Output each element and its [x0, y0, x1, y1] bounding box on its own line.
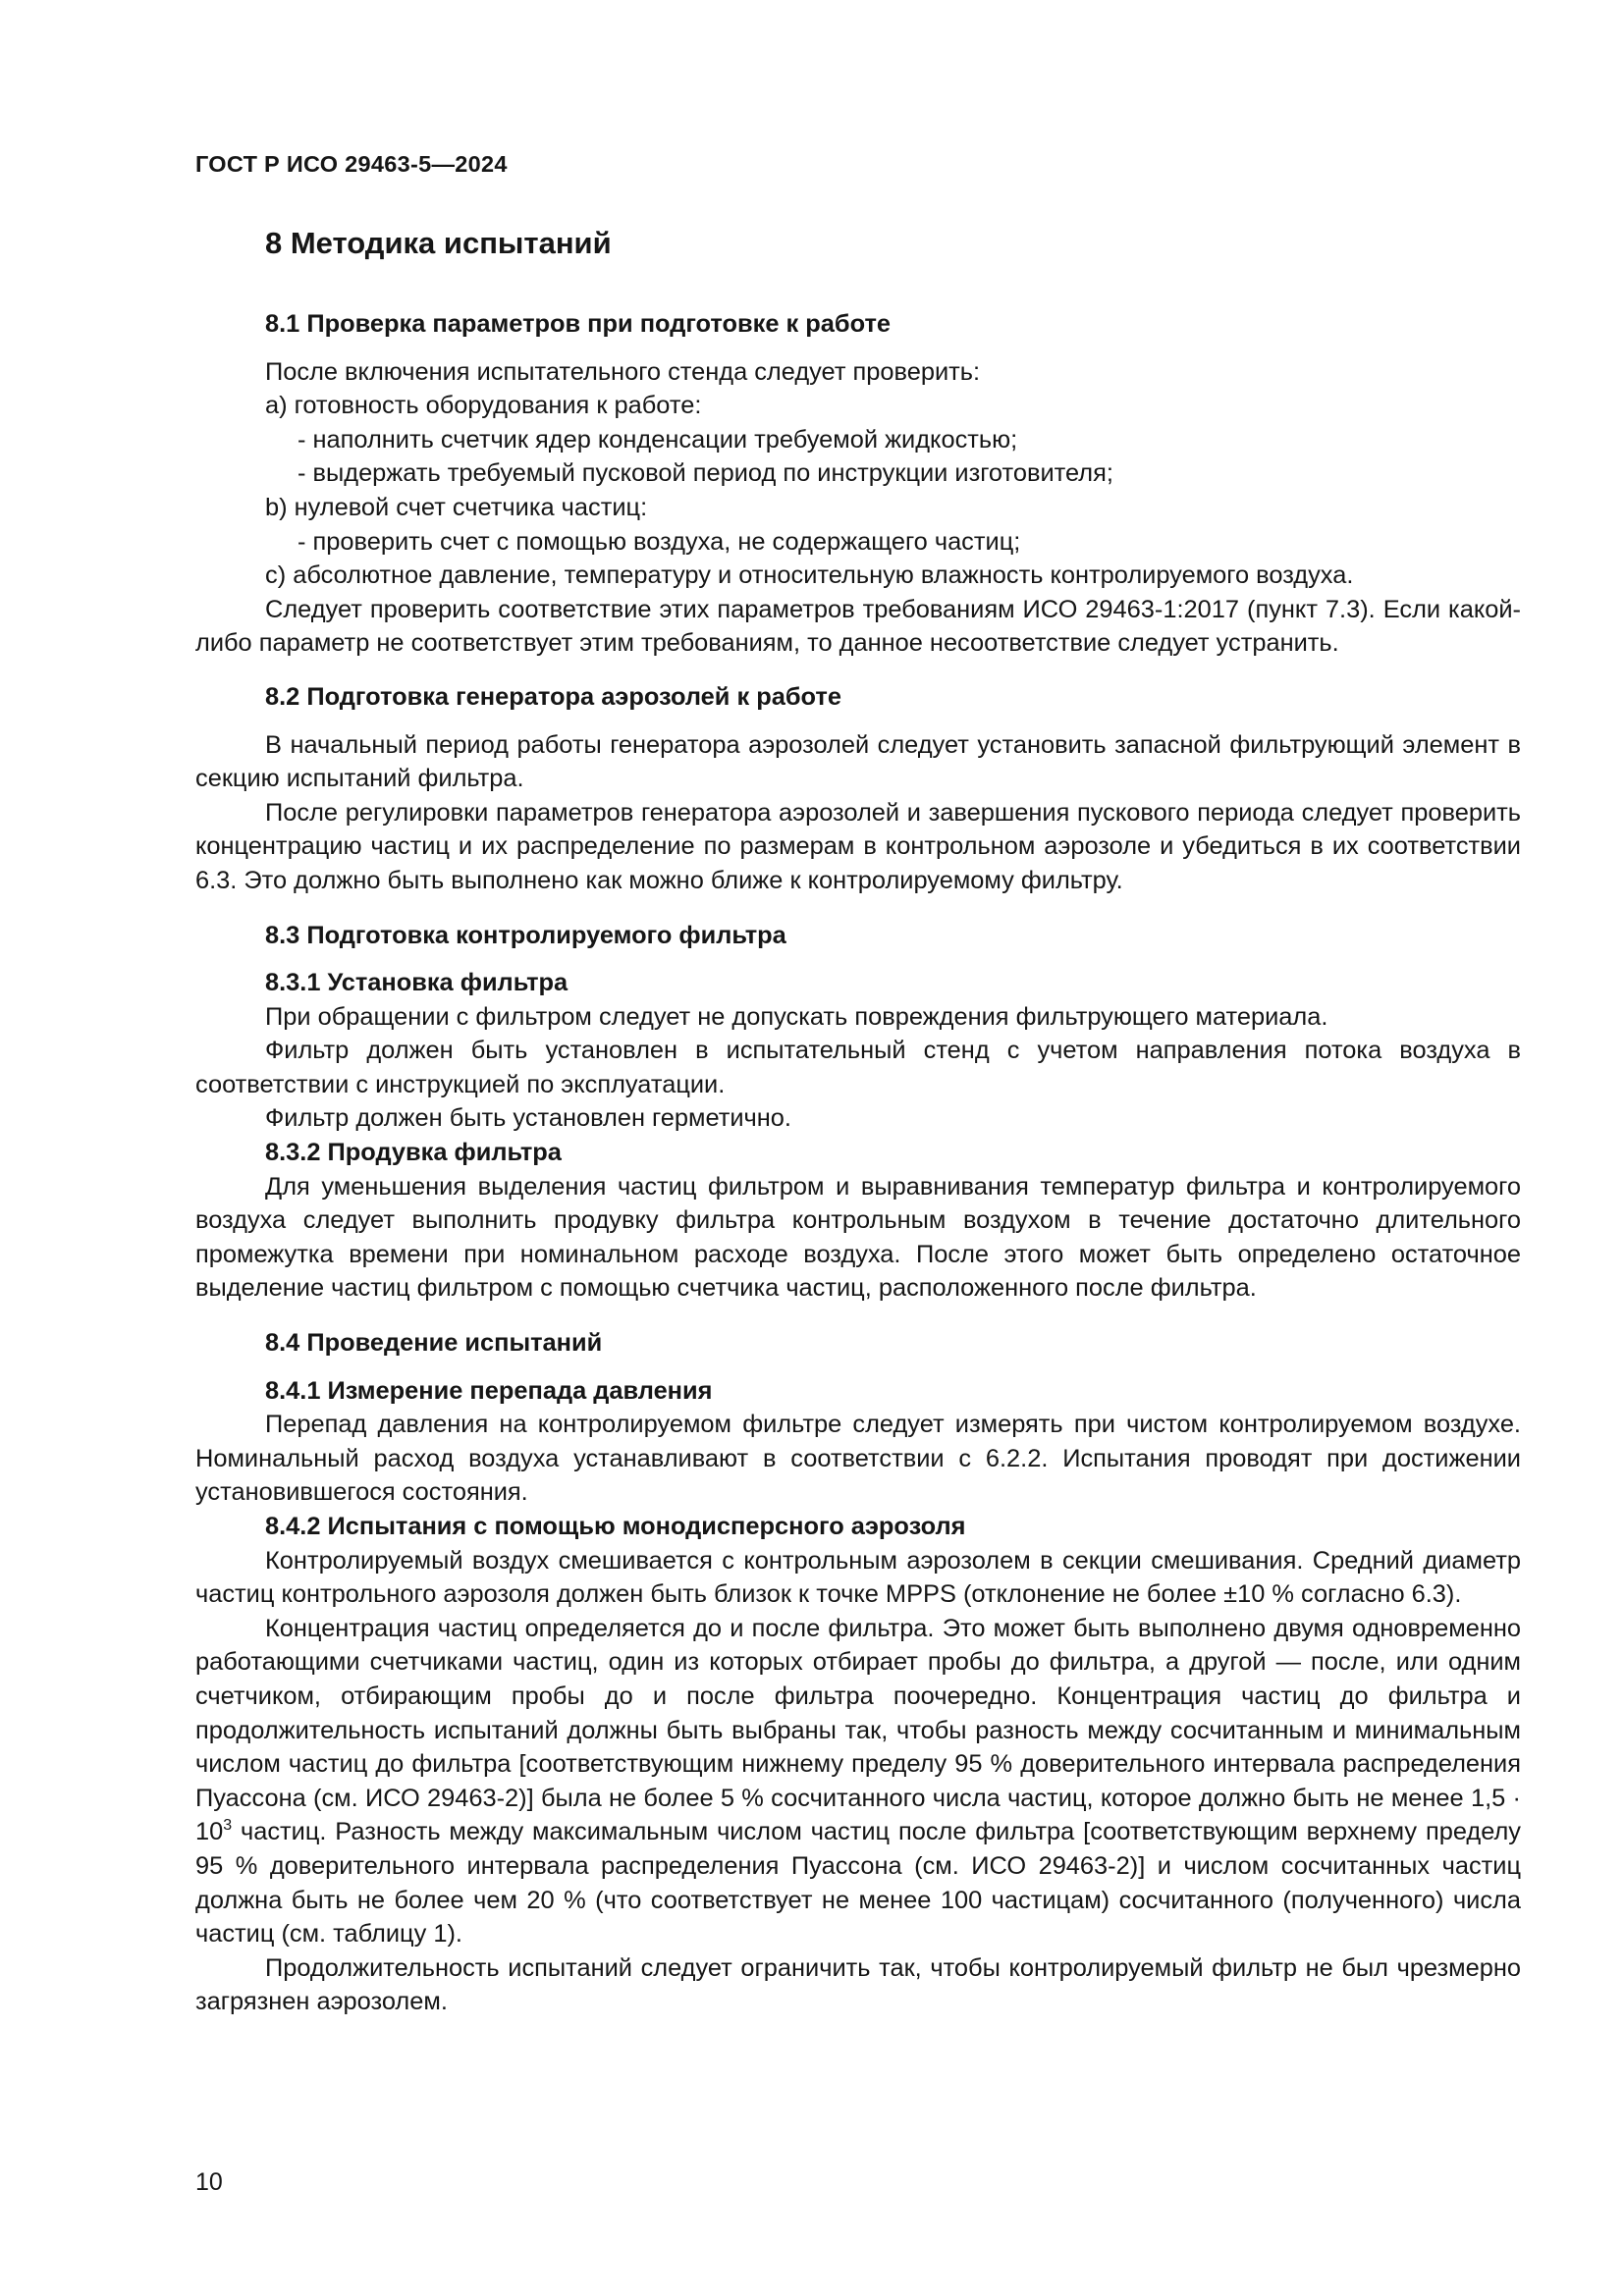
- document-body: [195, 220, 1521, 2019]
- list-item: - проверить счет с помощью воздуха, не содержащего частиц;: [298, 527, 1021, 556]
- list-item: - выдержать требуемый пусковой период по инструкции изготовителя;: [298, 459, 1113, 488]
- paragraph: Фильтр должен быть установлен в испытательный стенд с учетом направления потока воздуха в соответствии с инструкцией по эксплуатации.: [195, 1037, 1521, 1098]
- section-8-4-2-title: 8.4.2 Испытания с помощью монодисперсного аэрозоля: [265, 1513, 966, 1540]
- section-8-1-title: 8.1 Проверка параметров при подготовке к работе: [265, 310, 892, 338]
- section-8-3-title: 8.3 Подготовка контролируемого фильтра: [265, 921, 786, 949]
- document-header: ГОСТ Р ИСО 29463-5—2024: [195, 151, 508, 177]
- paragraph: После включения испытательного стенда следует проверить:: [265, 357, 981, 386]
- section-8-3-2-title: 8.3.2 Продувка фильтра: [265, 1139, 562, 1167]
- paragraph: После регулировки параметров генератора аэрозолей и завершения пускового периода следует проверить концентрацию частиц и их распределение по размерам в контрольном аэрозоле и убедиться в их соответствии 6.3. Это должно быть выполнено как можно ближе к контролируемому фильтру.: [195, 798, 1521, 894]
- paragraph: Продолжительность испытаний следует ограничить так, чтобы контролируемый фильтр не был чрезмерно загрязнен аэрозолем.: [195, 1953, 1521, 2016]
- paragraph: Контролируемый воздух смешивается с контрольным аэрозолем в секции смешивания. Средний диаметр частиц контрольного аэрозоля должен быть близок к точке MPPS (отклонение не более ±10 % согласно 6.3).: [195, 1546, 1521, 1609]
- text-run: частиц. Разность между максимальным числом частиц после фильтра [соответствующим верхнему пределу 95 % доверительного интервала распределения Пуассона (см. ИСО 29463-2)] и числом сосчитанных частиц должна быть не более чем 20 % (что соответствует не менее 100 частицам) сосчитанного (полученного) числа частиц (см. таблицу 1).: [195, 1818, 1521, 1949]
- paragraph: При обращении с фильтром следует не допускать повреждения фильтрующего материала.: [265, 1002, 1328, 1031]
- list-item: с) абсолютное давление, температуру и относительную влажность контролируемого воздуха.: [265, 561, 1354, 590]
- section-8-4-title: 8.4 Проведение испытаний: [265, 1329, 603, 1358]
- list-item: - наполнить счетчик ядер конденсации требуемой жидкостью;: [298, 425, 1018, 454]
- section-8-3-1-title: 8.3.1 Установка фильтра: [265, 969, 568, 997]
- paragraph: В начальный период работы генератора аэрозолей следует установить запасной фильтрующий элемент в секцию испытаний фильтра.: [195, 730, 1521, 793]
- list-item: b) нулевой счет счетчика частиц:: [265, 493, 648, 521]
- paragraph: Для уменьшения выделения частиц фильтром и выравнивания температур фильтра и контролируемого воздуха следует выполнить продувку фильтра контрольным воздухом в течение достаточно длительного промежутка времени при номинальном расходе воздуха. После этого может быть определено остаточное выделение частиц фильтром с помощью счетчика частиц, расположенного после фильтра.: [195, 1172, 1521, 1303]
- list-item: а) готовность оборудования к работе:: [265, 392, 702, 420]
- section-8-2-title: 8.2 Подготовка генератора аэрозолей к работе: [265, 682, 841, 711]
- paragraph: Следует проверить соответствие этих параметров требованиям ИСО 29463-1:2017 (пункт 7.3). Если какой-либо параметр не соответствует этим требованиям, то данное несоответствие следует устранить.: [195, 595, 1521, 658]
- section-8-4-1-title: 8.4.1 Измерение перепада давления: [265, 1376, 713, 1405]
- exponent: 3: [223, 1817, 233, 1835]
- paragraph: Фильтр должен быть установлен герметично.: [265, 1104, 791, 1133]
- page-number: 10: [195, 2168, 223, 2196]
- paragraph: [195, 1612, 1521, 1951]
- paragraph: Перепад давления на контролируемом фильтре следует измерять при чистом контролируемом воздухе. Номинальный расход воздуха устанавливают в соответствии с 6.2.2. Испытания проводят при достижении установившегося состояния.: [195, 1411, 1521, 1507]
- section-8-title: 8 Методика испытаний: [265, 226, 612, 260]
- text-run: Концентрация частиц определяется до и после фильтра. Это может быть выполнено двумя одновременно работающими счетчиками частиц, один из которых отбирает пробы до фильтра, а другой — после, или одним счетчиком, отбирающим пробы до и после фильтра поочередно. Концентрация частиц до фильтра и продолжительность испытаний должны быть выбраны так, чтобы разность между сосчитанным и минимальным числом частиц до фильтра [соответствующим нижнему пределу 95 % доверительного интервала распределения Пуассона (см. ИСО 29463-2)] была не более 5 % сосчитанного числа частиц, которое должно быть не менее 1,5 · 10: [195, 1614, 1521, 1846]
